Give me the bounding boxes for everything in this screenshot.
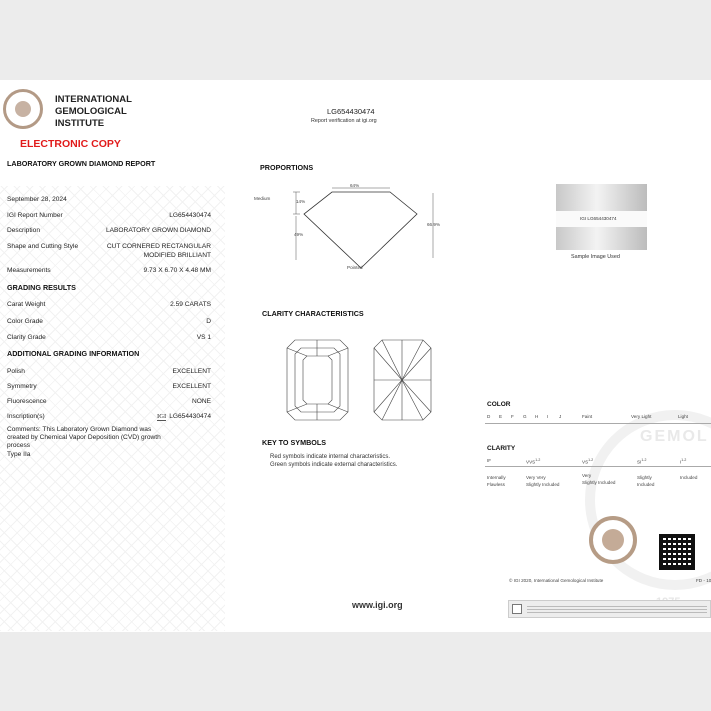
additional-label: Fluorescence bbox=[7, 398, 47, 405]
watermark-text: GEMOL bbox=[640, 428, 709, 445]
color-letter: I bbox=[547, 414, 549, 419]
electronic-copy: ELECTRONIC COPY bbox=[20, 138, 121, 150]
clarity-grade: VVS$^{1-2}$ bbox=[526, 458, 541, 465]
clarity-term: Included bbox=[637, 482, 655, 487]
key-line: Red symbols indicate internal characteristics. bbox=[270, 454, 391, 460]
clarity-term: Included bbox=[680, 475, 698, 480]
proportions-title: PROPORTIONS bbox=[260, 163, 314, 172]
photo-caption: Sample Image Used bbox=[571, 254, 620, 260]
clarity-grade: VS$^{1-2}$ bbox=[582, 458, 594, 465]
additional-label: Inscription(s) bbox=[7, 413, 45, 420]
color-scale-line bbox=[485, 423, 711, 424]
clarity-term: Flawless bbox=[487, 482, 505, 487]
report-page bbox=[0, 80, 711, 632]
website-link[interactable]: www.igi.org bbox=[352, 600, 403, 610]
color-letter: F bbox=[511, 414, 514, 419]
clarity-scale-line bbox=[485, 466, 711, 467]
clarity-scale-title: CLARITY bbox=[487, 445, 516, 452]
pavilion-percent: 49% bbox=[294, 232, 304, 237]
depth-percent: 66.9% bbox=[427, 222, 441, 227]
comments-line: Type IIa bbox=[7, 451, 31, 458]
grading-label: Carat Weight bbox=[7, 301, 46, 308]
additional-value: EXCELLENT bbox=[172, 368, 211, 375]
org-name-3: INSTITUTE bbox=[55, 118, 105, 129]
clarity-characteristics-title: CLARITY CHARACTERISTICS bbox=[262, 309, 364, 318]
comments-line: created by Chemical Vapor Deposition (CVD) growth bbox=[7, 434, 161, 441]
detail-value: CUT CORNERED RECTANGULAR bbox=[106, 243, 211, 250]
additional-info-title: ADDITIONAL GRADING INFORMATION bbox=[7, 349, 140, 358]
grading-results-title: GRADING RESULTS bbox=[7, 283, 76, 292]
igi-seal-icon bbox=[589, 516, 637, 564]
key-to-symbols-title: KEY TO SYMBOLS bbox=[262, 438, 327, 447]
igi-mark: IGI bbox=[157, 413, 167, 420]
inscription-text: LG654430474 bbox=[169, 413, 211, 420]
copyright: © IGI 2020, International Gemological Institute bbox=[509, 578, 604, 583]
clarity-plot bbox=[285, 338, 435, 423]
additional-label: Symmetry bbox=[7, 383, 37, 390]
document-icon bbox=[512, 604, 522, 614]
inscription-value bbox=[157, 413, 211, 420]
clarity-term: Slightly bbox=[637, 475, 652, 480]
detail-value-2: MODIFIED BRILLIANT bbox=[143, 252, 211, 259]
clarity-term: Internally bbox=[487, 475, 506, 480]
report-title: LABORATORY GROWN DIAMOND REPORT bbox=[7, 159, 156, 168]
culet-label: Pointed bbox=[347, 265, 363, 270]
sample-photo bbox=[556, 184, 647, 250]
additional-value: EXCELLENT bbox=[172, 383, 211, 390]
table-percent: 64% bbox=[350, 183, 360, 188]
grading-label: Clarity Grade bbox=[7, 334, 46, 341]
report-date: September 28, 2024 bbox=[7, 196, 67, 203]
detail-value: 9.73 X 6.70 X 4.48 MM bbox=[143, 267, 211, 274]
grading-value: D bbox=[206, 318, 211, 325]
key-line: Green symbols indicate external characteristics. bbox=[270, 462, 398, 468]
legal-disclaimer-bar bbox=[508, 600, 711, 618]
grading-label: Color Grade bbox=[7, 318, 43, 325]
clarity-term: Very bbox=[582, 473, 592, 478]
clarity-term: Slightly Included bbox=[526, 482, 560, 487]
form-code: FD - 10 bbox=[696, 578, 711, 583]
additional-value: NONE bbox=[191, 398, 211, 405]
report-number-header: LG654430474 bbox=[327, 107, 375, 116]
color-term: Light bbox=[678, 414, 688, 419]
qr-code-icon[interactable] bbox=[659, 534, 695, 570]
photo-inscription: IGI LG654430474 bbox=[580, 216, 617, 221]
comments-line: Comments: This Laboratory Grown Diamond was bbox=[7, 426, 152, 433]
clarity-term: Very Very bbox=[526, 475, 546, 480]
color-letter: G bbox=[523, 414, 527, 419]
clarity-term: Slightly Included bbox=[582, 480, 616, 485]
proportion-diagram bbox=[250, 180, 450, 275]
verification-note: Report verification at igi.org bbox=[311, 118, 377, 124]
detail-label: Description bbox=[7, 227, 40, 234]
color-term: Faint bbox=[582, 414, 593, 419]
detail-value: LG654430474 bbox=[169, 212, 211, 219]
org-name-1: INTERNATIONAL bbox=[55, 94, 132, 105]
igi-logo-icon bbox=[3, 89, 43, 129]
detail-label: Shape and Cutting Style bbox=[7, 243, 79, 250]
clarity-grade: SI$^{1-2}$ bbox=[637, 458, 647, 465]
detail-value: LABORATORY GROWN DIAMOND bbox=[105, 227, 211, 234]
color-term: Very Light bbox=[631, 414, 652, 419]
grading-value: 2.59 CARATS bbox=[170, 301, 211, 308]
color-letter: J bbox=[559, 414, 562, 419]
color-letter: E bbox=[499, 414, 503, 419]
color-letter: D bbox=[487, 414, 491, 419]
comments-line: process bbox=[7, 442, 31, 449]
color-scale-title: COLOR bbox=[487, 401, 511, 408]
color-letter: H bbox=[535, 414, 539, 419]
org-name-2: GEMOLOGICAL bbox=[55, 106, 127, 117]
clarity-grade: $I^{1-2}$ bbox=[680, 458, 687, 465]
grading-value: VS 1 bbox=[196, 334, 211, 341]
detail-label: Measurements bbox=[7, 267, 51, 274]
detail-label: IGI Report Number bbox=[7, 212, 63, 219]
additional-label: Polish bbox=[7, 368, 25, 375]
clarity-grade: IF bbox=[487, 458, 492, 463]
crown-percent: 14% bbox=[296, 199, 306, 204]
girdle-label: Medium bbox=[254, 196, 271, 201]
